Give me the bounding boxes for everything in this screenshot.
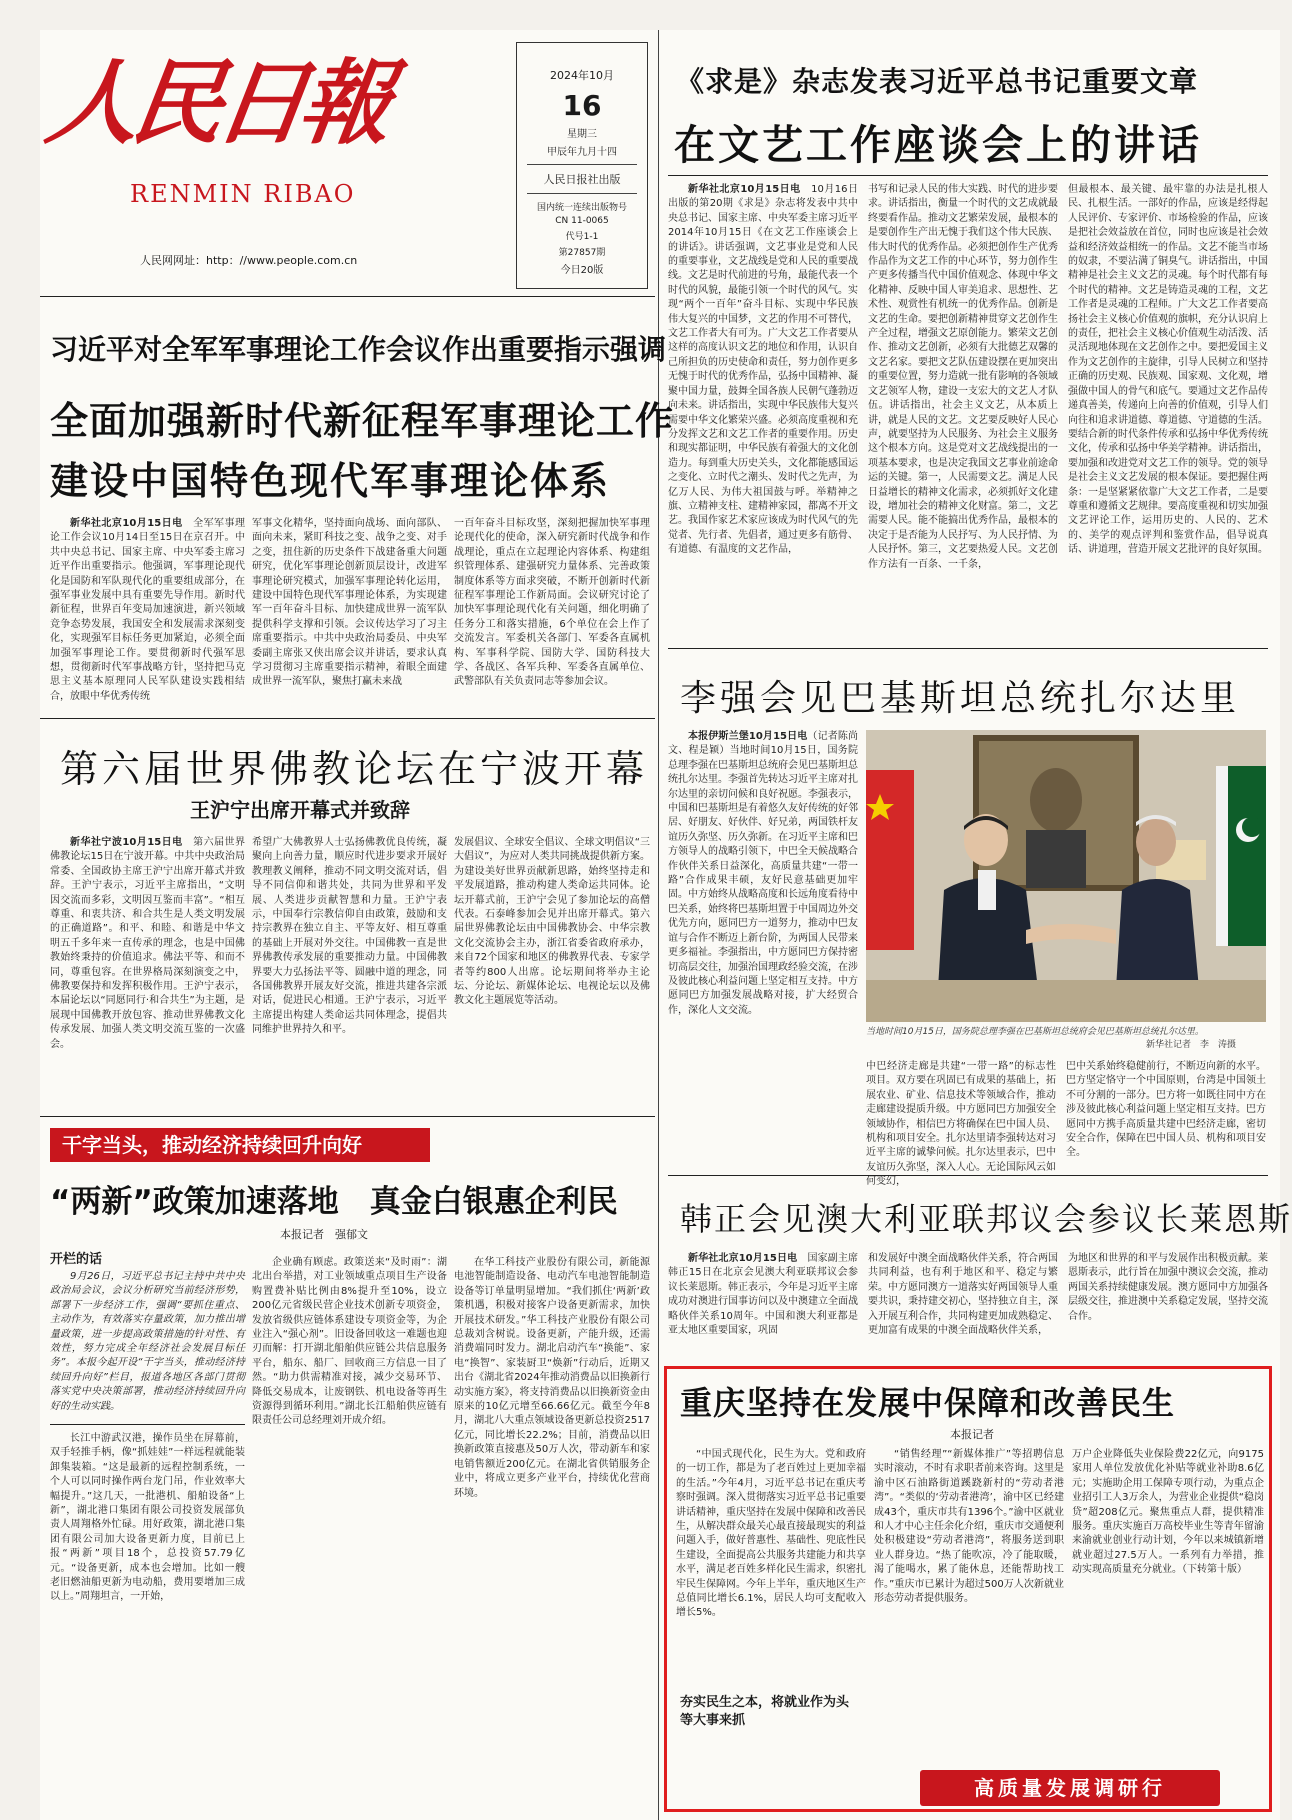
pakistan-col-bottom-2: 巴中关系始终稳健前行，不断迈向新的水平。巴方坚定恪守一个中国原则，台湾是中国领土不可分割的一部分。巴方将一如既往同中方在涉及彼此核心利益问题上坚定相互支持。巴方愿同中方携手高质量共建中巴经济走廊，密切安全合作，保障在巴中国人员、机构和项目安全。 <box>1066 1061 1266 1159</box>
australia-col-1: 新华社北京10月15日电 国家副主席韩正15日在北京会见澳大利亚联邦议会参议长莱恩斯。韩正表示，今年是习近平主席成功对澳进行国事访问以及中澳建立全面战略伙伴关系10周年。中国和澳大利亚都是亚太地区重要国家，巩固 <box>668 1253 859 1337</box>
lead-col-1: 新华社北京10月15日电 10月16日出版的第20期《求是》杂志将发表中共中央总书记、国家主席、中央军委主席习近平2014年10月15日《在文艺工作座谈会上的讲话》。讲话强调，文艺事业是党和人民的重要事业，文艺战线是党和人民的重要战线。文艺是时代前进的号角，最能代表一个时代的风貌，最能引领一个时代的风气。实现“两个一百年”奋斗目标、实现中华民族伟大复兴的中国梦，文艺的作用不可替代，文艺工作者大有可为。广大文艺工作者要从这样的高度认识文艺的地位和作用，认识自己所担负的历史使命和责任，努力创作更多无愧于时代的优秀作品，弘扬中国精神、凝聚中国力量，鼓舞全国各族人民朝气蓬勃迈向未来。讲话指出，实现中华民族伟大复兴需要中华文化繁荣兴盛。必须高度重视和充分发挥文艺和文艺工作者的重要作用。历史和现实都证明，中华民族有着强大的文化创造力。每到重大历史关头，文化都能感国运之变化、立时代之潮头、发时代之先声，为亿万人民、为伟大祖国鼓与呼。举精神之旗、立精神支柱、建精神家园，都离不开文艺。我国作家艺术家应该成为时代风气的先觉者、先行者、先倡者，通过更多有筋骨、有道德、有温度的文艺作品， <box>668 184 858 556</box>
date-lunar: 甲辰年九月十四 <box>547 147 617 158</box>
chongqing-title: 重庆坚持在发展中保障和改善民生 <box>680 1384 1176 1422</box>
masthead-pinyin: RENMIN RIBAO <box>130 180 356 208</box>
pakistan-dateline: 本报伊斯兰堡10月15日电 <box>688 731 808 742</box>
economy-banner <box>50 1128 430 1162</box>
military-col-1: 新华社北京10月15日电 全军军事理论工作会议10月14日至15日在京召开。中共中央总书记、国家主席、中央军委主席习近平作出重要指示。他强调，军事理论现代化是国防和军队现代化的重要组成部分，在强军事业发展中具有重要先导作用。新时代新征程，世界百年变局加速演进，新兴领域竞争态势发展，我国安全和发展需求深刻变化，实现强军目标任务更加紧迫，必须全面加强军事理论工作。要贯彻新时代强军思想，贯彻新时代军事战略方针，坚持把马克思主义基本原理同人民军队建设实践相结合，放眼中华优秀传统 <box>50 518 246 702</box>
masthead-website: 人民网网址：http：//www.people.com.cn <box>140 254 358 267</box>
buddhist-col-3: 发展倡议、全球安全倡议、全球文明倡议“三大倡议”，为应对人类共同挑战提供新方案。为建设美好世界贡献新思路，始终坚持走和平发展道路，推动构建人类命运共同体。论坛开幕式前，王沪宁会见了参加论坛的高僧代表。石泰峰参加会见并出席开幕式。第六届世界佛教论坛由中国佛教协会、中华宗教文化交流协会主办，浙江省委省政府承办，来自72个国家和地区的佛教界代表、专家学者等约800人出席。论坛期间将举办主论坛、分论坛、新媒体论坛、电视论坛以及佛教文化主题展览等活动。 <box>454 837 650 1007</box>
australia-col-3: 为地区和世界的和平与发展作出积极贡献。莱恩斯表示，此行旨在加强中澳议会交流，推动两国关系持续健康发展。澳方愿同中方加强各层级交往，推进澳中关系稳定发展，坚持交流合作。 <box>1068 1253 1268 1322</box>
chongqing-byline: 本报记者 <box>950 1428 994 1441</box>
military-kicker: 习近平对全军军事理论工作会议作出重要指示强调 <box>50 333 667 366</box>
economy-col-2: 企业确有顾虑。政策送来“及时雨”：湖北出台举措，对工业领域重点项目生产设备购置费补贴比例由8%提升至10%，设立200亿元省级民营企业技术创新专项资金，发放省级供应链体系建设专项资金等，为企业注入“强心剂”。旧设备回收这一难题也迎刃而解：打开湖北船舶供应链公共信息服务平台，船东、船厂、回收商三方信息一目了然。“助力供需精准对接，减少交易环节、降低交易成本，让废钢铁、机电设备等再生资源得到循环利用。”湖北长江船舶供应链有限责任公司总经理刘开成介绍。 <box>252 1257 447 1427</box>
buddhist-col-2: 希望广大佛教界人士弘扬佛教优良传统，凝聚向上向善力量，顺应时代进步要求开展好教理教义阐释，推动不同文明交流对话，倡导不同信仰和谐共处，共同为世界和平发展、人类进步贡献智慧和力量。王沪宁表示，中国奉行宗教信仰自由政策，鼓励和支持宗教界在独立自主、平等友好、相互尊重的基础上开展对外交往。中国佛教一直是世界佛教传承发展的重要推动力量。中国佛教界要大力弘扬法平等、圆融中道的理念，同各国佛教界开展友好交流，推进共建各宗派对话，促进民心相通。王沪宁表示，习近平主席提出构建人类命运共同体理念，提倡共同维护世界持久和平。 <box>252 837 447 1036</box>
military-dateline: 新华社北京10月15日电 <box>70 518 183 529</box>
lead-kicker: 《求是》杂志发表习近平总书记重要文章 <box>676 65 1199 98</box>
chongqing-sidebar-title: 夯实民生之本，将就业作为头等大事来抓 <box>680 1695 850 1728</box>
lead-dateline: 新华社北京10月15日电 <box>688 184 801 195</box>
chongqing-col-1: “中国式现代化，民生为大。党和政府的一切工作，都是为了老百姓过上更加幸福的生活。”今年4月，习近平总书记在重庆考察时强调。深入贯彻落实习近平总书记重要讲话精神，重庆坚持在发展中保障和改善民生，从解决群众最关心最直接最现实的利益问题入手，做好普惠性、基础性、兜底性民生建设，全面提高公共服务共建能力和共享水平，满足老百姓多样化民生需求，织密扎牢民生保障网。今年上半年，重庆地区生产总值同比增长6.1%，居民人均可支配收入增长5%。 <box>676 1449 866 1619</box>
pakistan-photo-credit: 新华社记者 李 涛摄 <box>1145 1040 1236 1050</box>
date-year-month: 2024年10月 <box>550 69 614 82</box>
column-badge <box>920 1770 1220 1806</box>
pakistan-title: 李强会见巴基斯坦总统扎尔达里 <box>680 678 1241 719</box>
military-title-2: 建设中国特色现代军事理论体系 <box>50 459 611 503</box>
australia-dateline: 新华社北京10月15日电 <box>688 1253 798 1264</box>
economy-banner-text: 干字当头，推动经济持续回升向好 <box>62 1133 362 1157</box>
column-badge-text: 高质量发展调研行 <box>974 1776 1166 1800</box>
masthead-logo: 人民日報 <box>40 49 392 157</box>
lead-title: 在文艺工作座谈会上的讲话 <box>674 121 1202 169</box>
newspaper-front-page <box>40 30 1292 1820</box>
economy-intro: 9月26日，习近平总书记主持中共中央政治局会议，会议分析研究当前经济形势，部署下一步经济工作，强调“要抓住重点、主动作为，有效落实存量政策，加力推出增量政策，进一步提高政策措施的针对性、有效性，努力完成全年经济社会发展目标任务”。本报今起开设“干字当头，推动经济持续回升向好”栏目，报道各地区各部门贯彻落实党中央决策部署，推动经济持续回升向好的生动实践。 <box>50 1271 245 1412</box>
date-weekday: 星期三 <box>567 129 597 140</box>
economy-intro-label: 开栏的话 <box>50 1252 103 1267</box>
economy-col-1: 长江中游武汉港，操作员坐在屏幕前，双手轻推手柄，像“抓娃娃”一样远程就能装卸集装箱。“这是最新的远程控制系统，一个人可以同时操作两台龙门吊，作业效率大幅提升。”这几天，一批港机、船舶设备“上新”，湖北港口集团有限公司投资发展部负责人周翔格外忙碌。用好政策，湖北港口集团有限公司加大设备更新力度，目前已上报“两新”项目18个，总投资57.79亿元。“设备更新，成本也会增加。比如一艘老旧燃油船更新为电动船，费用要增加三成以上。”周翔坦言，一开始， <box>50 1433 245 1603</box>
chongqing-col-2: “销售经理”“新媒体推广”等招聘信息实时滚动，不时有求职者前来咨询。这里是渝中区石油路街道蹊跷新村的“劳动者港湾”。“类似的‘劳动者港湾’，渝中区已经建成43个，重庆市共有1396个。”渝中区就业和人才中心主任余化介绍，重庆市交通便利处积极建设“劳动者港湾”，将服务送到职业人群身边。“热了能吹凉，冷了能取暖，渴了能喝水，累了能休息，还能帮助找工作。”重庆市已累计为超过500万人次新就业形态劳动者提供服务。 <box>874 1449 1064 1605</box>
economy-byline: 本报记者 强郁文 <box>280 1228 368 1241</box>
lead-col-3: 但最根本、最关键、最牢靠的办法是扎根人民、扎根生活。一部好的作品，应该是经得起人民评价、专家评价、市场检验的作品，应该是把社会效益放在首位，同时也应该是社会效益和经济效益相统一的作品。文艺不能当市场的奴隶，不要沾满了铜臭气。讲话指出，中国精神是社会主义文艺的灵魂。每个时代都有每个时代的精神。文艺是铸造灵魂的工程，文艺工作者是灵魂的工程师。广大文艺工作者要高扬社会主义核心价值观的旗帜，充分认识肩上的责任，把社会主义核心价值观生动活泼、活灵活现地体现在文艺创作之中。要把爱国主义作为文艺创作的主旋律，引导人民树立和坚持正确的历史观、民族观、国家观、文化观，增强做中国人的骨气和底气。要通过文艺作品传递真善美，传递向上向善的价值观，引导人们向往和追求讲道德、尊道德、守道德的生活。要结合新的时代条件传承和弘扬中华优秀传统文化，传承和弘扬中华美学精神。讲话指出，要加强和改进党对文艺工作的领导。党的领导是社会主义文艺发展的根本保证。要把握住两条：一是坚紧紧依靠广大文艺工作者，二是要尊重和遵循文艺规律。要高度重视和切实加强文艺评论工作，运用历史的、人民的、艺术的、美学的观点评判和鉴赏作品，倡导说真话、讲道理，营造开展文艺批评的良好氛围。 <box>1068 184 1268 556</box>
chongqing-col-3: 万户企业降低失业保险费22亿元，向9175家用人单位发放优化补贴等就业补助8.6亿元；实施助企用工保障专项行动，为重点企业招引工人3万余人，为营业企业提供“稳岗贷”超208亿元。聚焦重点人群，提供精准服务。重庆实施百万高校毕业生等青年留渝来渝就业创业行动计划，今年以来城镇新增就业超过27.5万人。一系列有力举措，推动实现高质量充分就业。（下转第十版） <box>1072 1449 1264 1576</box>
australia-title: 韩正会见澳大利亚联邦议会参议长莱恩斯 <box>680 1200 1292 1238</box>
pakistan-photo-caption: 当地时间10月15日，国务院总理李强在巴基斯坦总统府会见巴基斯坦总统扎尔达里。 新华社记者 李 涛摄 <box>866 1026 1266 1052</box>
military-col-3: 一百年奋斗目标攻坚，深刻把握加快军事理论现代化的使命，深入研究新时代战争和作战理论，重点在立起理论内容体系、构建组织管理体系、建强研究力量体系、完善政策制度体系等方面求突破，不断开创新时代新征程军事理论工作新局面。会议研究讨论了加快军事理论现代化有关问题，细化明确了任务分工和落实措施，6个单位在会上作了交流发言。军委机关各部门、军委各直属机构、军事科学院、国防大学、国防科技大学、各战区、各军兵种、军委各直属单位、武警部队有关负责同志等参加会议。 <box>454 518 650 688</box>
publisher: 人民日报社出版 <box>543 173 621 186</box>
military-title-1: 全面加强新时代新征程军事理论工作 <box>50 399 675 443</box>
economy-col-3: 在华工科技产业股份有限公司，新能源电池智能制造设备、电动汽车电池智能制造设备等订单量明显增加。“我们抓住‘两新’政策机遇，积极对接客户设备更新需求，加快开展技术研发。”华工科技产业股份有限公司总裁刘含树说。设备更新，产能升级，还需消费端同时发力。湖北启动汽车“换能”、家电“换智”、家装厨卫“焕新”行动后，近期又出台《湖北省2024年推动消费品以旧换新行动实施方案》，将支持消费品以旧换新资金由原来的10亿元增至66.66亿元。截至今年8月，湖北八大重点领域设备更新总投资2517亿元，同比增长22.2%；目前，消费品以旧换新政策直接惠及50万人次，带动新车和家电销售额近200亿元。在湖北省供销服务企业中，将成立更多产业平台，持续优化营商环境。 <box>454 1257 650 1499</box>
buddhist-dateline: 新华社宁波10月15日电 <box>70 837 183 848</box>
buddhist-title: 第六届世界佛教论坛在宁波开幕 <box>60 747 649 791</box>
pakistan-col-top: 本报伊斯兰堡10月15日电（记者陈尚文、程是颖）当地时间10月15日，国务院总理李强在巴基斯坦总统府会见巴基斯坦总统扎尔达里。李强首先转达习近平主席对扎尔达里的亲切问候和良好祝愿。李强表示，中国和巴基斯坦是有着悠久友好传统的好邻居、好朋友、好伙伴、好兄弟，两国铁杆友谊历久弥坚、历久弥新。在习近平主席和巴方领导人的战略引领下，中巴全天候战略合作伙伴关系日益深化，高质量共建“一带一路”合作成果丰硕，友好民意基础更加牢固。中方始终从战略高度和长远角度看待中巴关系，始终将巴基斯坦置于中国周边外交优先方向，愿同巴方一道努力，推动中巴友谊与合作不断迈上新台阶，为两国人民带来更多福祉。李强指出，中方愿同巴方保持密切高层交往，加强治国理政经验交流，在涉及彼此核心利益问题上坚定相互支持。中方愿同巴方加强发展战略对接，扩大经贸合作，深化人文交流。 <box>668 731 858 1016</box>
page-count: 今日20版 <box>560 265 604 276</box>
issn-label: 国内统一连续出版物号 <box>536 203 627 213</box>
date-day: 16 <box>562 89 602 122</box>
pakistan-col-bottom-1: 中巴经济走廊是共建“一带一路”的标志性项目。双方要在巩固已有成果的基础上，拓展农业、矿业、信息技术等领域合作，推动走廊建设提质升级。中方愿同巴方加强安全领域协作，相信巴方将确保在巴中国人员、机构和项目安全。扎尔达里请李强转达对习近平主席的诚挚问候。扎尔达里表示，巴中友谊历久弥坚，深入人心。无论国际风云如何变幻， <box>866 1061 1056 1188</box>
cn-number: CN 11-0065 <box>555 216 609 226</box>
pakistan-photo <box>866 730 1266 1022</box>
date-box <box>516 42 648 289</box>
buddhist-col-1: 新华社宁波10月15日电 第六届世界佛教论坛15日在宁波开幕。中共中央政治局常委、全国政协主席王沪宁出席开幕式并致辞。王沪宁表示，习近平主席指出，“文明因交流而多彩，文明因互鉴而丰富”。“相互尊重、和衷共济、和合共生是人类文明发展的正确道路”。和平、和睦、和谐是中华文明五千多年来一直传承的理念，也是中国佛教始终秉持的价值追求。佛法平等、和而不同，尊重包容。在世界格局深刻演变之中，佛教要保持和发挥积极作用。王沪宁表示，本届论坛以“同愿同行·和合共生”为主题，是展现中国佛教开放包容、推动世界佛教文化传承发展、加强人类文明交流互鉴的一次盛会。 <box>50 837 246 1050</box>
economy-title: “两新”政策加速落地 真金白银惠企利民 <box>50 1184 618 1220</box>
lead-col-2: 书写和记录人民的伟大实践、时代的进步要求。讲话指出，衡量一个时代的文艺成就最终要看作品。推动文艺繁荣发展，最根本的是要创作生产出无愧于我们这个伟大民族、伟大时代的优秀作品。必须把创作生产优秀作品作为文艺工作的中心环节，努力创作生产更多传播当代中国价值观念、体现中华文化精神、反映中国人审美追求、思想性、艺术性、观赏性有机统一的优秀作品。创新是文艺的生命。要把创新精神贯穿文艺创作生产全过程，增强文艺原创能力。繁荣文艺创作、推动文艺创新，必须有大批德艺双馨的文艺名家。要把文艺队伍建设摆在更加突出的重要位置，努力造就一批有影响的各领域文艺领军人物，建设一支宏大的文艺人才队伍。讲话指出，社会主义文艺，从本质上讲，就是人民的文艺。文艺要反映好人民心声，就要坚持为人民服务、为社会主义服务这个根本方向。这是党对文艺战线提出的一项基本要求，也是决定我国文艺事业前途命运的关键。第一，人民需要文艺。满足人民日益增长的精神文化需求，必须抓好文化建设，增加社会的精神文化财富。第二，文艺需要人民。能不能搞出优秀作品，最根本的决定于是否能为人民抒写、为人民抒情、为人民抒怀。第三，文艺要热爱人民。文艺创作方法有一百条、一千条， <box>868 184 1058 570</box>
code-number: 代号1-1 <box>565 232 599 242</box>
meeting-photo-illustration <box>866 730 1266 1022</box>
australia-col-2: 和发展好中澳全面战略伙伴关系，符合两国共同利益，也有利于地区和平、稳定与繁荣。中方愿同澳方一道落实好两国领导人重要共识，秉持建交初心，坚持独立自主，深入开展互利合作，共同构建更加成熟稳定、更加富有成果的中澳全面战略伙伴关系， <box>868 1253 1058 1337</box>
buddhist-subtitle: 王沪宁出席开幕式并致辞 <box>190 798 410 822</box>
issue-number: 第27857期 <box>558 248 606 258</box>
military-col-2: 军事文化精华，坚持面向战场、面向部队、面向未来，紧盯科技之变、战争之变、对手之变，扭住新的历史条件下战建备重大问题研究，优化军事理论创新顶层设计，改进军事理论研究模式，加强军事理论转化运用，建设中国特色现代军事理论体系，为实现建军一百年奋斗目标、加快建成世界一流军队提供科学支撑和引领。会议传达学习了习主席重要指示。中共中央政治局委员、中央军委副主席张又侠出席会议并讲话，要求认真学习贯彻习主席重要指示精神，着眼全面建成世界一流军队，聚焦打赢未来战 <box>252 518 447 688</box>
